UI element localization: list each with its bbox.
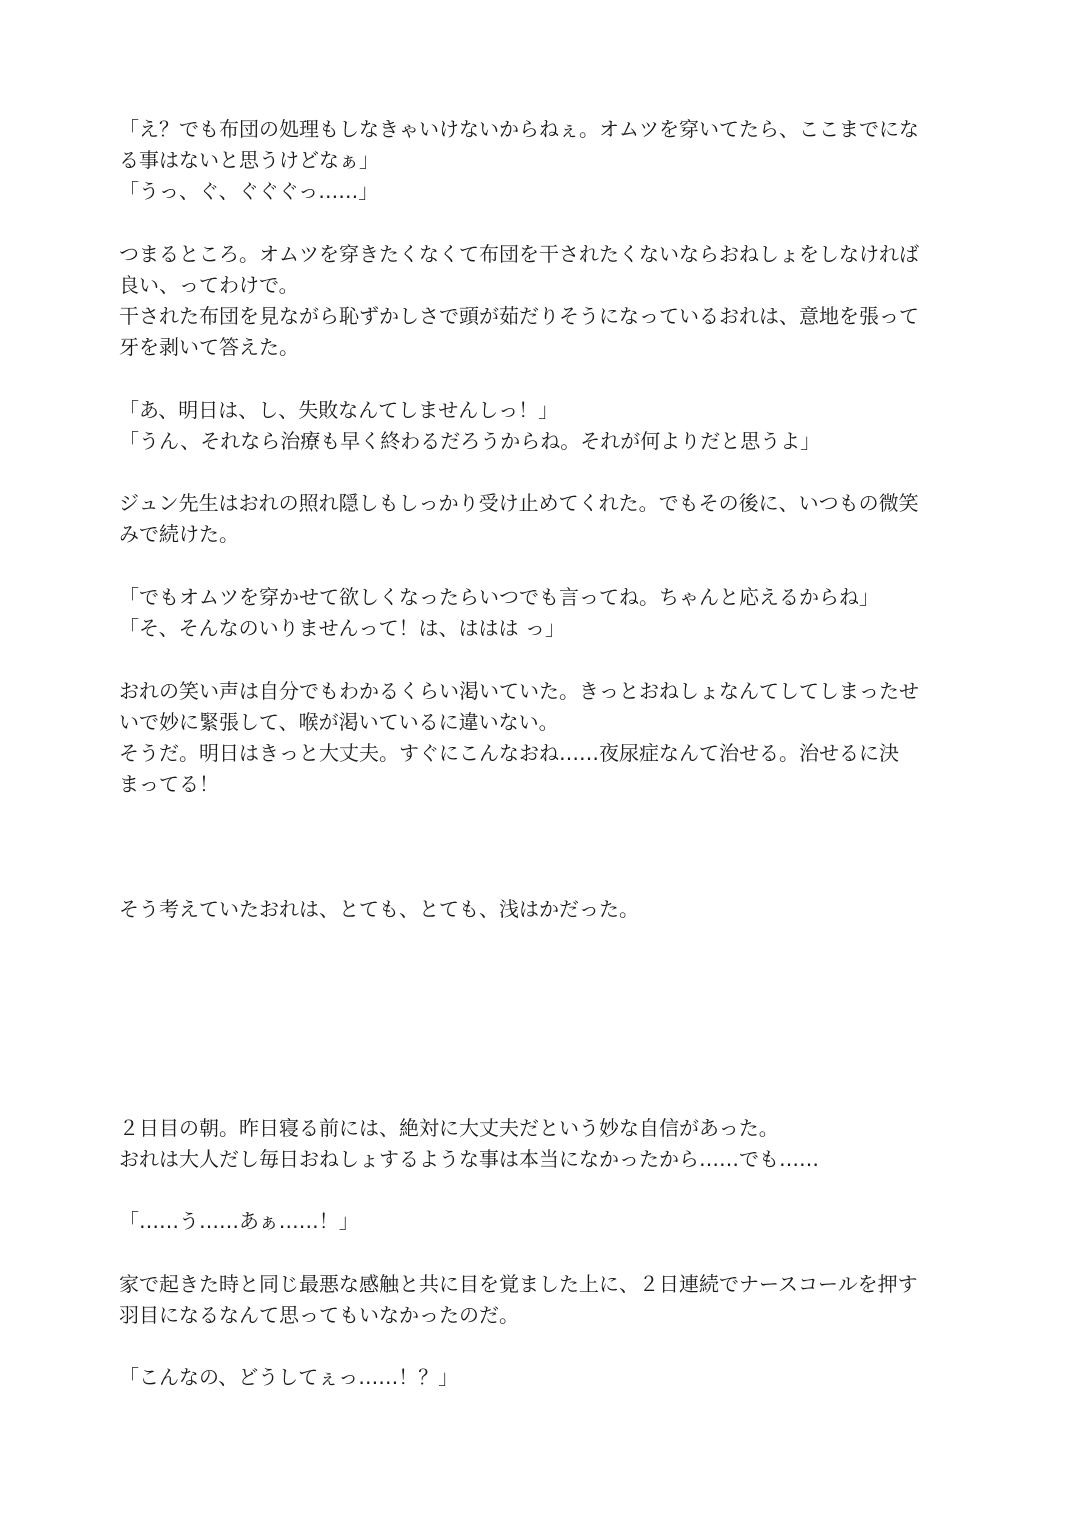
text-line: 「え？でも布団の処理もしなきゃいけないからねぇ。オムツを穿いてたら、ここまでにな	[119, 117, 919, 141]
text-line: おれは大人だし毎日おねしょするような事は本当になかったから……でも……	[119, 1147, 819, 1171]
text-line: そうだ。明日はきっと大丈夫。すぐにこんなおね……夜尿症なんて治せる。治せるに決	[119, 741, 899, 765]
text-line: そう考えていたおれは、とても、とても、浅はかだった。	[119, 897, 639, 921]
text-line: 「うっ、ぐ、ぐぐぐっ……」	[119, 179, 379, 203]
text-line: 「……う……あぁ……！」	[119, 1209, 359, 1233]
text-line: る事はないと思うけどなぁ」	[119, 148, 379, 172]
text-line: 「うん、それなら治療も早く終わるだろうからね。それが何よりだと思うよ」	[119, 429, 821, 453]
text-line: まってる！	[119, 772, 219, 796]
text-line: 「そ、そんなのいりませんって！は、ははは っ」	[119, 616, 565, 640]
text-line: 「あ、明日は、し、失敗なんてしませんしっ！」	[119, 398, 559, 422]
text-line: みで続けた。	[119, 522, 239, 546]
text-line: 干された布団を見ながら恥ずかしさで頭が茹だりそうになっているおれは、意地を張って	[119, 304, 919, 328]
text-line: ジュン先生はおれの照れ隠しもしっかり受け止めてくれた。でもその後に、いつもの微笑	[119, 491, 919, 515]
text-line: いで妙に緊張して、喉が渇いているに違いない。	[119, 710, 559, 734]
text-line: 良い、ってわけで。	[119, 273, 299, 297]
text-line: 牙を剥いて答えた。	[119, 335, 299, 359]
text-line: 「こんなの、どうしてぇっ……！？」	[119, 1365, 459, 1389]
text-line: ２日目の朝。昨日寝る前には、絶対に大丈夫だという妙な自信があった。	[119, 1116, 779, 1140]
text-line: 「でもオムツを穿かせて欲しくなったらいつでも言ってね。ちゃんと応えるからね」	[119, 585, 879, 609]
text-line: 羽目になるなんて思ってもいなかったのだ。	[119, 1303, 519, 1327]
text-line: 家で起きた時と同じ最悪な感触と共に目を覚ました上に、２日連続でナースコールを押す	[119, 1272, 918, 1296]
text-line: つまるところ。オムツを穿きたくなくて布団を干されたくないならおねしょをしなければ	[119, 242, 919, 266]
text-line: おれの笑い声は自分でもわかるくらい渇いていた。きっとおねしょなんてしてしまったせ	[119, 679, 919, 703]
